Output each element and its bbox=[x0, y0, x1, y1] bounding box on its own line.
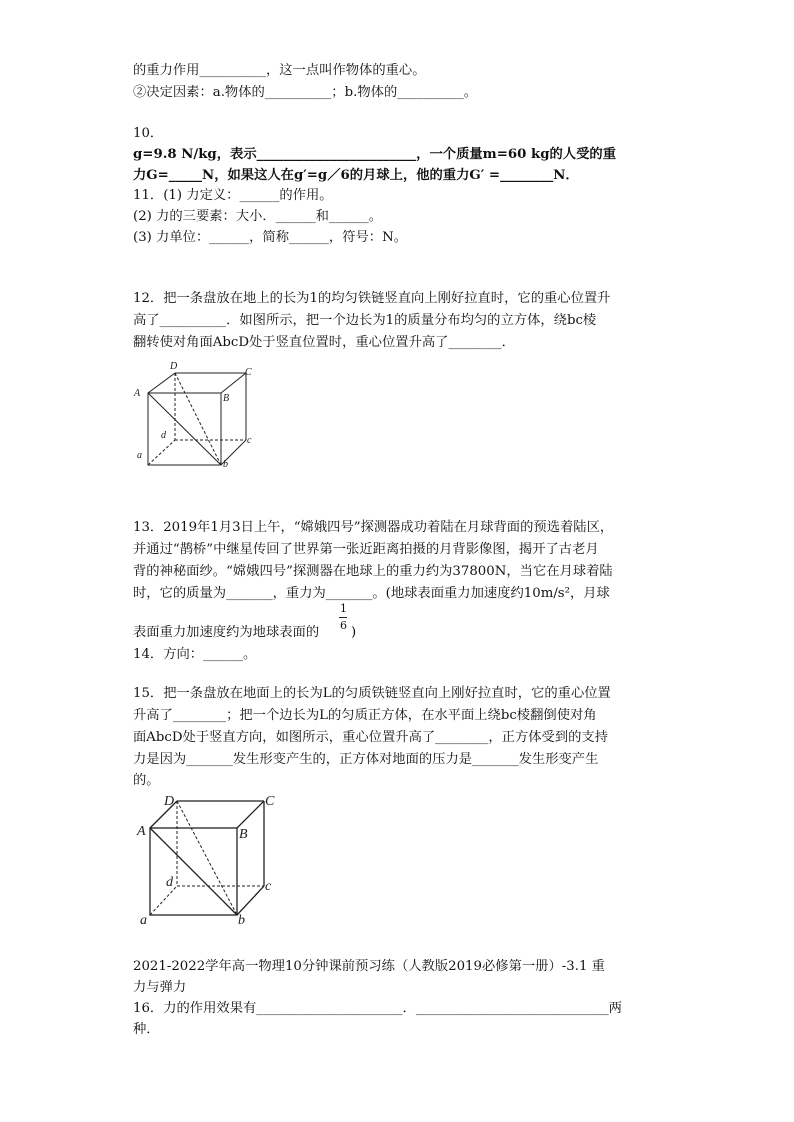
vertex-label-C: C bbox=[245, 367, 252, 378]
vertex-label-a: a bbox=[137, 450, 142, 461]
cube-figure-small bbox=[130, 360, 260, 470]
question-16: 16．力的作用效果有______________________．_____________________________两 bbox=[133, 1001, 622, 1016]
vertex-label-D: D bbox=[164, 794, 175, 809]
text-line: 升高了________；把一个边长为L的匀质正方体，在水平面上绕bc棱翻倒使对角 bbox=[133, 708, 597, 723]
vertex-label-D: D bbox=[170, 361, 178, 372]
text-line: 翻转使对角面AbcD处于竖直位置时，重心位置升高了________． bbox=[133, 335, 515, 350]
text-line: 面AbcD处于竖直方向，如图所示，重心位置升高了________，正方体受到的支持 bbox=[133, 730, 609, 745]
text-line: 的重力作用__________，这一点叫作物体的重心。 bbox=[133, 63, 426, 78]
section-header: 2021-2022学年高一物理10分钟课前预习练（人教版2019必修第一册）-3.1 重 bbox=[133, 959, 605, 974]
text-line: 高了__________．如图所示，把一个边长为1的质量分布均匀的立方体，绕bc棱 bbox=[133, 313, 597, 328]
text-line: ②决定因素：a.物体的__________；b.物体的__________。 bbox=[133, 85, 478, 100]
text-line: g=9.8 N/kg，表示________________________，一个质量m=60 kg的人受的重 bbox=[133, 147, 616, 162]
text-line: 表面重力加速度约为地球表面的 bbox=[133, 625, 320, 640]
question-13: 13．2019年1月3日上午，“嫦娥四号”探测器成功着陆在月球背面的预选着陆区， bbox=[133, 520, 614, 535]
text-line: ) bbox=[351, 625, 357, 640]
text-line: 并通过“鹊桥”中继星传回了世界第一张近距离拍摄的月背影像图，揭开了古老月 bbox=[133, 542, 599, 557]
vertex-label-a: a bbox=[140, 913, 147, 928]
text-line: 背的神秘面纱。“嫦娥四号”探测器在地球上的重力约为37800N，当它在月球着陆 bbox=[133, 564, 613, 579]
vertex-label-b: b bbox=[223, 459, 228, 470]
text-line: 种． bbox=[133, 1022, 160, 1037]
cube-figure-large bbox=[130, 788, 290, 928]
text-line: (3) 力单位：______，简称______，符号：N。 bbox=[133, 230, 408, 245]
section-header: 力与弹力 bbox=[133, 980, 187, 995]
text-line: 时，它的质量为_______，重力为_______。(地球表面重力加速度约10m/s²，月球 bbox=[133, 586, 610, 601]
vertex-label-C: C bbox=[265, 794, 275, 809]
text-line: (2) 力的三要素：大小．______和______。 bbox=[133, 209, 383, 224]
question-14: 14．方向：______。 bbox=[133, 647, 257, 662]
vertex-label-B: B bbox=[223, 393, 230, 404]
question-12: 12．把一条盘放在地上的长为1的均匀铁链竖直向上刚好拉直时，它的重心位置升 bbox=[133, 291, 611, 306]
vertex-label-c: c bbox=[247, 435, 252, 446]
text-line: 力G=_____N，如果这人在g′=g／6的月球上，他的重力G′ =________N． bbox=[133, 168, 579, 183]
fraction-denominator: 6 bbox=[340, 619, 347, 632]
text-line: 力是因为_______发生形变产生的，正方体对地面的压力是_______发生形变产生 bbox=[133, 752, 599, 767]
vertex-label-c: c bbox=[265, 879, 272, 894]
vertex-label-d: d bbox=[161, 430, 166, 441]
question-11: 11．(1) 力定义：______的作用。 bbox=[133, 188, 333, 203]
vertex-label-A: A bbox=[134, 388, 141, 399]
fraction-bar bbox=[339, 617, 347, 618]
vertex-label-B: B bbox=[239, 827, 248, 842]
vertex-label-d: d bbox=[166, 875, 173, 890]
question-15: 15．把一条盘放在地面上的长为L的匀质铁链竖直向上刚好拉直时，它的重心位置 bbox=[133, 686, 611, 701]
fraction-numerator: 1 bbox=[340, 602, 347, 615]
text-line: 的。 bbox=[133, 773, 160, 788]
question-10-number: 10． bbox=[133, 126, 164, 141]
vertex-label-b: b bbox=[238, 913, 245, 928]
vertex-label-A: A bbox=[137, 824, 146, 839]
